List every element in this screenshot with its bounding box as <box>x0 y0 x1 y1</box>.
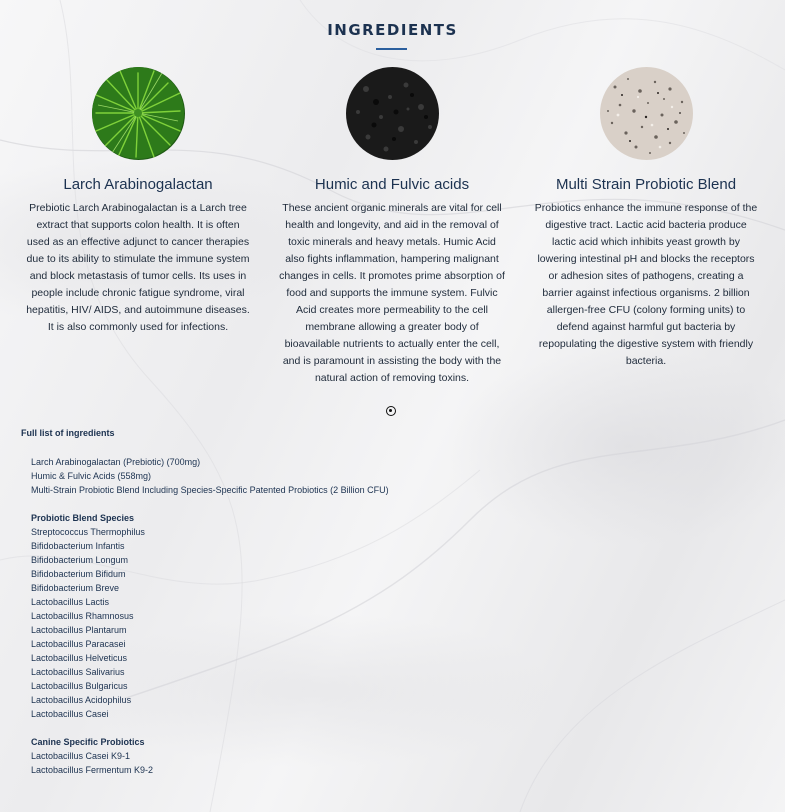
list-item: Bifidobacterium Infantis <box>31 541 125 551</box>
ingredient-title: Multi Strain Probiotic Blend <box>555 176 737 193</box>
canine-probiotics-list <box>31 735 153 777</box>
list-item: Bifidobacterium Longum <box>31 555 129 565</box>
larch-needles-icon <box>92 67 185 160</box>
list-item: Lactobacillus Lactis <box>31 597 110 607</box>
list-item: Lactobacillus Rhamnosus <box>31 611 134 621</box>
ingredient-description: Probiotics enhance the immune response of the digestive tract. Lactic acid bacteria produce lactic acid which inhibits yeast growth by lowering intestinal pH and blocks the receptors or adhesion sites of pathogens, creating a barrier against infectious organisms. 2 billion allergen-free CFU (colony forming units) to defend against harmful gut bacteria by repopulating the digestive system with friendly bacteria. <box>534 202 758 367</box>
ingredient-title: Larch Arabinogalactan <box>63 176 213 193</box>
list-item: Streptococcus Thermophilus <box>31 527 145 537</box>
list-item: Lactobacillus Paracasei <box>31 639 126 649</box>
list-item: Lactobacillus Bulgaricus <box>31 681 128 691</box>
ingredient-card-larch <box>18 67 258 336</box>
list-item: Lactobacillus Casei <box>31 709 109 719</box>
list-item: Lactobacillus Salivarius <box>31 667 125 677</box>
full-list-label: Full list of ingredients <box>21 428 115 438</box>
list-item: Lactobacillus Casei K9-1 <box>31 751 131 761</box>
carousel-dot-indicator[interactable] <box>386 406 396 416</box>
probiotic-species-list <box>31 511 145 721</box>
ingredient-title: Humic and Fulvic acids <box>314 176 470 193</box>
list-item: Bifidobacterium Breve <box>31 583 120 593</box>
canine-probiotics-heading: Canine Specific Probiotics <box>31 737 145 747</box>
ingredient-card-probiotic <box>526 67 766 370</box>
probiotic-powder-icon <box>600 67 693 160</box>
list-item: Bifidobacterium Bifidum <box>31 569 126 579</box>
section-title: INGREDIENTS <box>327 21 458 39</box>
list-item: Multi-Strain Probiotic Blend Including Species-Specific Patented Probiotics (2 Billion CFU) <box>31 485 389 495</box>
title-underline <box>376 48 407 50</box>
list-item: Humic & Fulvic Acids (558mg) <box>31 471 152 481</box>
list-item: Lactobacillus Plantarum <box>31 625 127 635</box>
list-item: Lactobacillus Acidophilus <box>31 695 132 705</box>
list-item: Lactobacillus Helveticus <box>31 653 128 663</box>
ingredient-description: Prebiotic Larch Arabinogalactan is a Larch tree extract that supports colon health. It is often used as an effective adjunct to cancer therapies due to its ability to stimulate the immune system and block metastasis of tumor cells. Its uses in people include chronic fatigue syndrome, viral hepatitis, HIV/ AIDS, and autoimmune diseases. It is also commonly used for infections. <box>26 202 250 333</box>
ingredient-description: These ancient organic minerals are vital for cell health and longevity, and aid in the removal of toxic minerals and heavy metals. Humic Acid also fights inflammation, hampering malignant changes in cells. It promotes prime absorption of food and supports the immune system. Fulvic Acid creates more permeability to the cell membrane allowing a greater body of bioavailable nutrients to actually enter the cell, and is paramount in assisting the body with the natural action of removing toxins. <box>279 202 505 384</box>
main-ingredients-list <box>31 455 389 497</box>
probiotic-blend-heading: Probiotic Blend Species <box>31 513 135 523</box>
list-item: Larch Arabinogalactan (Prebiotic) (700mg) <box>31 457 201 467</box>
list-item: Lactobacillus Fermentum K9-2 <box>31 765 154 775</box>
black-soil-icon <box>346 67 439 160</box>
ingredient-card-humic <box>272 67 512 387</box>
